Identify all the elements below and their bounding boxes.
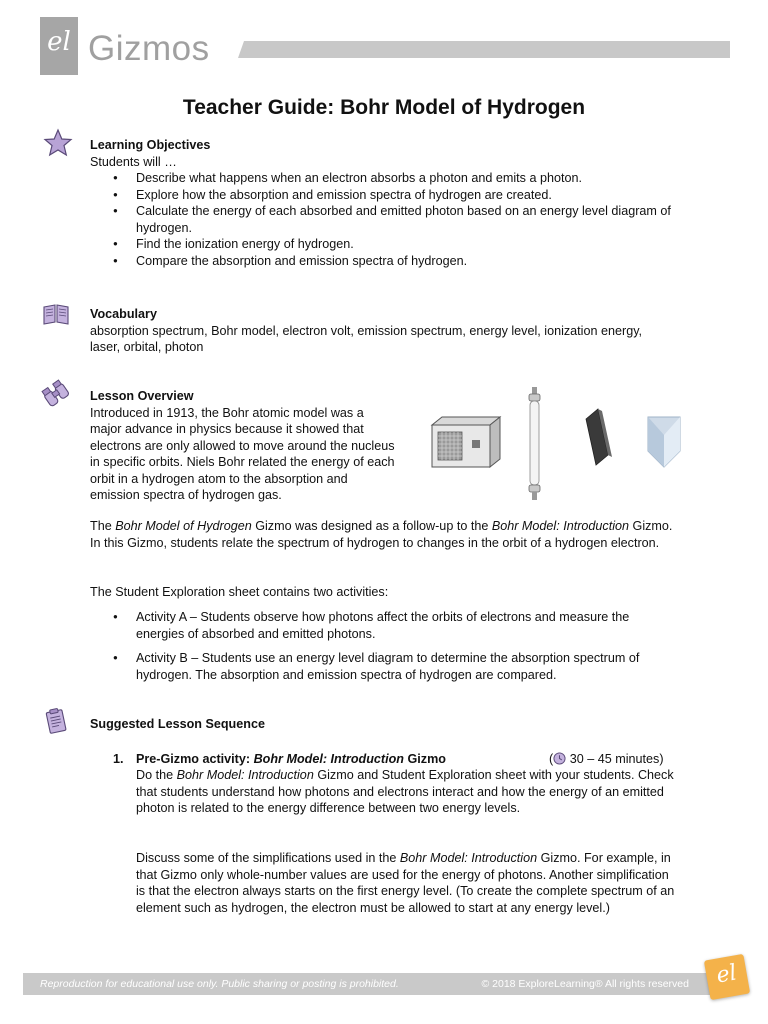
vocabulary-text: absorption spectrum, Bohr model, electron volt, emission spectrum, energy level, ionization energy, laser, orbital, photon (90, 323, 643, 354)
step-paragraph-1 (136, 767, 676, 817)
sequence-heading: Suggested Lesson Sequence (90, 717, 265, 731)
list-item: ● Describe what happens when an electron absorbs a photon and emits a photon. (90, 170, 675, 187)
step-text: Gizmo and Student Exploration sheet with your students. Check that students understand how photons and electrons interact and how the energy of an emitted photon is related to the energy difference between two energy levels. (136, 768, 674, 815)
time-paren: ( (549, 752, 554, 766)
gizmo-title: Bohr Model: Introduction (176, 768, 314, 782)
prism-icon (648, 417, 680, 467)
step-text: Discuss some of the simplifications used in the (136, 851, 400, 865)
footer-logo-glyph: el (714, 960, 739, 989)
step-text: Gizmo. For example, in that Gizmo only whole-number values are used for the energy of photons. Another simplification is that the electron always starts on the first energy level. (To create the complete spectrum of an element such as hydrogen, the electron must be allowed to start at any energy level.) (136, 851, 675, 915)
apparatus-illustration (428, 385, 708, 503)
list-item: ● Find the ionization energy of hydrogen. (90, 236, 675, 253)
explorelearning-logo: el (47, 27, 71, 57)
step-title-text: Pre-Gizmo activity: (136, 752, 254, 766)
gizmo-title: Bohr Model: Introduction (399, 851, 538, 865)
page-title: Teacher Guide: Bohr Model of Hydrogen (182, 96, 586, 119)
overview-text: The (90, 519, 116, 533)
footer-copyright: © 2018 ExploreLearning® All rights reserved (481, 978, 689, 990)
gizmo-title: Bohr Model: Introduction (253, 752, 404, 766)
brand-name: Gizmos (88, 29, 210, 68)
binoculars-icon (41, 379, 71, 409)
list-item: ● Activity B – Students use an energy level diagram to determine the absorption spectrum of hydrogen. The absorption and emission spectra of hydrogen are compared. (90, 650, 672, 683)
overview-paragraph (90, 518, 674, 551)
clock-icon (553, 752, 566, 765)
footer-bar (23, 973, 713, 995)
overview-intro: Introduced in 1913, the Bohr atomic model was a major advance in physics because it showed that electrons are only allowed to move around the nucleus in specific orbits. Niels Bohr related the energy of each orbit in a hydrogen atom to the absorption and emission spectra of hydrogen gas. (90, 405, 395, 502)
activities-intro: The Student Exploration sheet contains two activities: (90, 585, 389, 599)
objectives-heading: Learning Objectives (90, 138, 211, 152)
filter-icon (586, 409, 612, 465)
activities-list (90, 609, 672, 691)
clipboard-icon (41, 706, 71, 736)
objectives-intro: Students will … (90, 154, 177, 169)
time-estimate (549, 751, 664, 768)
light-source-box-icon (432, 417, 500, 467)
overview-heading: Lesson Overview (90, 389, 194, 403)
step-title-text: Gizmo (403, 752, 446, 766)
list-item: ● Activity A – Students observe how photons affect the orbits of electrons and measure the energies of absorbed and emitted photons. (90, 609, 672, 642)
time-text: 30 – 45 minutes) (566, 752, 664, 766)
step-paragraph-2 (136, 850, 676, 916)
footer-logo (704, 954, 750, 1000)
step-text: Do the (136, 768, 177, 782)
vocabulary-heading: Vocabulary (90, 307, 157, 321)
gizmo-title: Bohr Model of Hydrogen (115, 519, 252, 533)
step-number: 1. (113, 752, 124, 766)
overview-text: Gizmo. In this Gizmo, students relate the spectrum of hydrogen to changes in the orbit of a hydrogen electron. (90, 519, 673, 550)
step-title (136, 751, 446, 768)
list-item: ● Calculate the energy of each absorbed and emitted photon based on an energy level diagram of hydrogen. (90, 203, 675, 236)
overview-text: Gizmo was designed as a follow-up to the (251, 519, 492, 533)
star-icon (43, 128, 73, 158)
overview-intro-block (90, 388, 398, 504)
footer-notice: Reproduction for educational use only. Public sharing or posting is prohibited. (40, 978, 399, 990)
objectives-list (90, 170, 675, 269)
objectives-section (90, 137, 675, 269)
gas-tube-icon (529, 387, 540, 500)
book-icon (41, 299, 71, 329)
list-item: ● Compare the absorption and emission spectra of hydrogen. (90, 253, 675, 270)
header-bar (238, 41, 730, 58)
gizmo-title: Bohr Model: Introduction (491, 519, 630, 533)
vocabulary-section (90, 306, 675, 356)
list-item: ● Explore how the absorption and emission spectra of hydrogen are created. (90, 187, 675, 204)
